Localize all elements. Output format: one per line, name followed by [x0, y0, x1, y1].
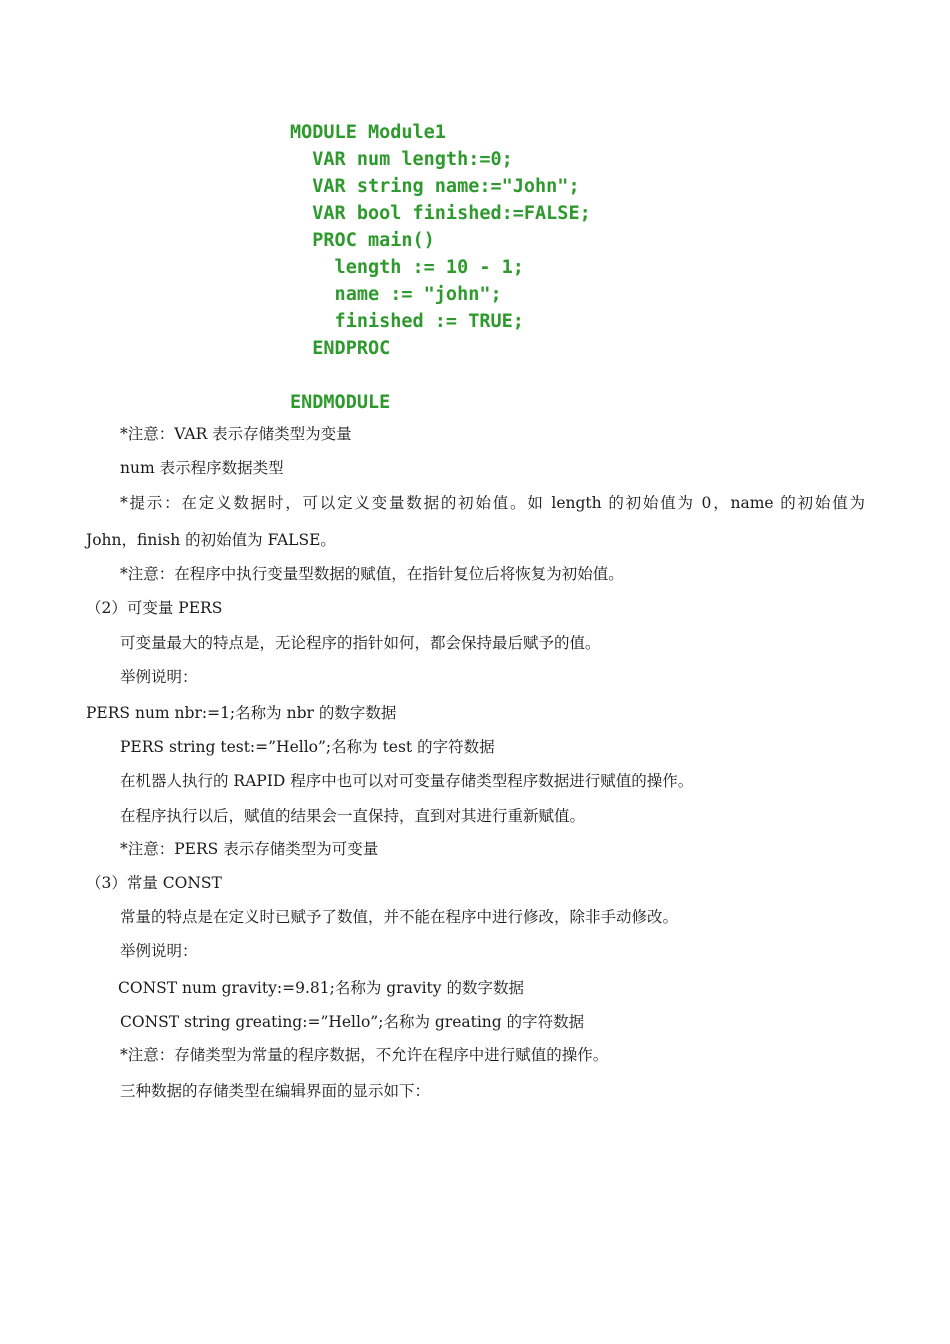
tip-initial-value: *提示：在定义数据时，可以定义变量数据的初始值。如 length 的初始值为 0，name 的初始值为	[120, 494, 865, 512]
tip-initial-value-cont: John，finish 的初始值为 FALSE。	[86, 531, 336, 549]
note-pers: *注意：PERS 表示存储类型为可变量	[120, 840, 379, 858]
code-line: finished := TRUE;	[290, 311, 524, 332]
note-var: *注意：VAR 表示存储类型为变量	[120, 425, 352, 443]
example-label: 举例说明：	[120, 668, 198, 686]
pers-example-num: PERS num nbr:=1;名称为 nbr 的数字数据	[86, 704, 397, 722]
section-heading-pers: （2）可变量 PERS	[86, 599, 223, 617]
note-num: num 表示程序数据类型	[120, 459, 284, 477]
code-line: ENDPROC	[290, 338, 391, 359]
section-heading-const: （3）常量 CONST	[86, 874, 222, 892]
example-label: 举例说明：	[120, 942, 198, 960]
pers-assign-note: 在机器人执行的 RAPID 程序中也可以对可变量存储类型程序数据进行赋值的操作。	[120, 772, 694, 790]
code-line: ENDMODULE	[290, 392, 391, 413]
const-example-string: CONST string greating:=”Hello”;名称为 greating 的字符数据	[120, 1013, 585, 1031]
pers-example-string: PERS string test:=”Hello”;名称为 test 的字符数据	[120, 738, 495, 756]
display-intro: 三种数据的存储类型在编辑界面的显示如下：	[120, 1082, 431, 1100]
code-line: MODULE Module1	[290, 122, 446, 143]
const-example-num: CONST num gravity:=9.81;名称为 gravity 的数字数据	[118, 979, 524, 997]
note-reset: *注意：在程序中执行变量型数据的赋值，在指针复位后将恢复为初始值。	[120, 565, 624, 583]
note-const: *注意：存储类型为常量的程序数据，不允许在程序中进行赋值的操作。	[120, 1046, 609, 1064]
code-line: VAR num length:=0;	[290, 149, 513, 170]
code-line: VAR string name:="John";	[290, 176, 580, 197]
code-line: PROC main()	[290, 230, 435, 251]
code-line: VAR bool finished:=FALSE;	[290, 203, 591, 224]
code-line: length := 10 - 1;	[290, 257, 524, 278]
code-line: name := "john";	[290, 284, 502, 305]
const-description: 常量的特点是在定义时已赋予了数值，并不能在程序中进行修改，除非手动修改。	[120, 908, 679, 926]
pers-description: 可变量最大的特点是，无论程序的指针如何，都会保持最后赋予的值。	[120, 634, 601, 652]
pers-keep-note: 在程序执行以后，赋值的结果会一直保持，直到对其进行重新赋值。	[120, 807, 586, 825]
